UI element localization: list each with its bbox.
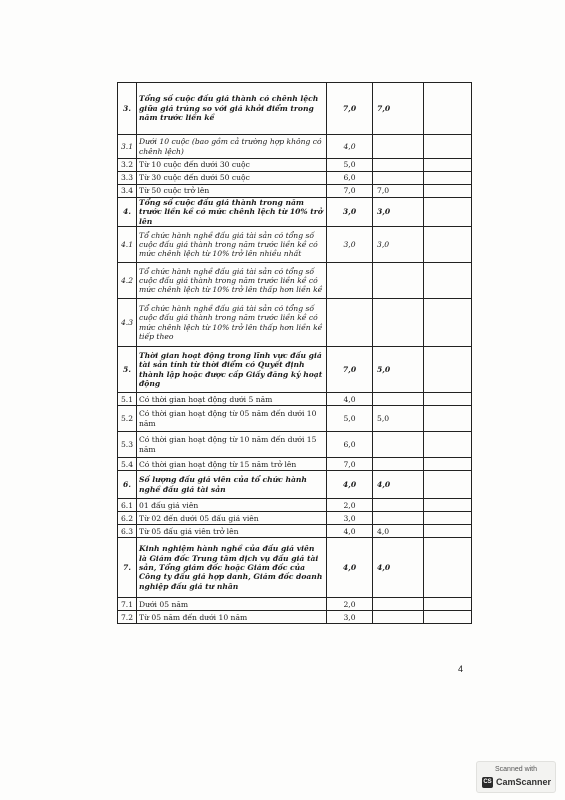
criterion-text: Tổng số cuộc đấu giá thành có chênh lệch giữa giá trúng so với giá khởi điểm trong năm trước liền kề bbox=[137, 83, 327, 135]
review-score bbox=[424, 499, 472, 512]
self-score bbox=[373, 159, 424, 172]
self-score bbox=[373, 512, 424, 525]
criterion-index: 7. bbox=[118, 538, 137, 598]
table-row bbox=[118, 525, 472, 538]
table-row bbox=[118, 512, 472, 525]
max-score bbox=[327, 263, 373, 299]
self-score bbox=[373, 458, 424, 471]
camscanner-watermark bbox=[476, 761, 556, 793]
max-score: 4,0 bbox=[327, 525, 373, 538]
table-row bbox=[118, 227, 472, 263]
criterion-text: Có thời gian hoạt động từ 10 năm đến dưới 15 năm bbox=[137, 432, 327, 458]
table-row bbox=[118, 185, 472, 198]
review-score bbox=[424, 598, 472, 611]
criterion-text: Từ 30 cuộc đến dưới 50 cuộc bbox=[137, 172, 327, 185]
table-row bbox=[118, 499, 472, 512]
max-score: 3,0 bbox=[327, 227, 373, 263]
max-score: 5,0 bbox=[327, 406, 373, 432]
review-score bbox=[424, 83, 472, 135]
criterion-index: 7.1 bbox=[118, 598, 137, 611]
table-row bbox=[118, 198, 472, 227]
criterion-index: 5. bbox=[118, 347, 137, 393]
review-score bbox=[424, 538, 472, 598]
max-score bbox=[327, 299, 373, 347]
scanned-with-label: Scanned with bbox=[494, 766, 538, 773]
criterion-text: Tổ chức hành nghề đấu giá tài sản có tổng số cuộc đấu giá thành trong năm trước liền kề có mức chênh lệch từ 10% trở lên thấp hơn liền kề bbox=[137, 263, 327, 299]
criterion-index: 4.3 bbox=[118, 299, 137, 347]
criterion-index: 5.1 bbox=[118, 393, 137, 406]
review-score bbox=[424, 432, 472, 458]
table-row bbox=[118, 172, 472, 185]
max-score: 4,0 bbox=[327, 471, 373, 499]
table-row bbox=[118, 83, 472, 135]
max-score: 4,0 bbox=[327, 135, 373, 159]
review-score bbox=[424, 198, 472, 227]
review-score bbox=[424, 512, 472, 525]
review-score bbox=[424, 471, 472, 499]
self-score: 5,0 bbox=[373, 347, 424, 393]
criterion-index: 7.2 bbox=[118, 611, 137, 624]
max-score: 4,0 bbox=[327, 393, 373, 406]
review-score bbox=[424, 347, 472, 393]
criterion-index: 3.3 bbox=[118, 172, 137, 185]
self-score: 4,0 bbox=[373, 471, 424, 499]
criterion-text: Từ 02 đến dưới 05 đấu giá viên bbox=[137, 512, 327, 525]
self-score bbox=[373, 611, 424, 624]
review-score bbox=[424, 525, 472, 538]
criterion-index: 3.2 bbox=[118, 159, 137, 172]
max-score: 3,0 bbox=[327, 198, 373, 227]
self-score: 7,0 bbox=[373, 83, 424, 135]
self-score bbox=[373, 393, 424, 406]
table-row bbox=[118, 538, 472, 598]
criterion-index: 5.2 bbox=[118, 406, 137, 432]
table-row bbox=[118, 611, 472, 624]
max-score: 5,0 bbox=[327, 159, 373, 172]
self-score bbox=[373, 598, 424, 611]
criterion-index: 6.3 bbox=[118, 525, 137, 538]
self-score bbox=[373, 299, 424, 347]
max-score: 2,0 bbox=[327, 499, 373, 512]
max-score: 7,0 bbox=[327, 458, 373, 471]
criterion-text: Có thời gian hoạt động từ 15 năm trở lên bbox=[137, 458, 327, 471]
self-score bbox=[373, 263, 424, 299]
table-row bbox=[118, 598, 472, 611]
max-score: 6,0 bbox=[327, 432, 373, 458]
review-score bbox=[424, 159, 472, 172]
max-score: 7,0 bbox=[327, 347, 373, 393]
criterion-text: 01 đấu giá viên bbox=[137, 499, 327, 512]
criterion-text: Dưới 10 cuộc (bao gồm cả trường hợp không có chênh lệch) bbox=[137, 135, 327, 159]
criterion-text: Có thời gian hoạt động dưới 5 năm bbox=[137, 393, 327, 406]
criterion-index: 3.4 bbox=[118, 185, 137, 198]
table-row bbox=[118, 347, 472, 393]
self-score bbox=[373, 135, 424, 159]
criterion-text: Kinh nghiệm hành nghề của đấu giá viên là Giám đốc Trung tâm dịch vụ đấu giá tài sản, Tổng giám đốc hoặc Giám đốc của Công ty đấu giá hợp danh, Giám đốc doanh nghiệp đấu giá tư nhân bbox=[137, 538, 327, 598]
review-score bbox=[424, 135, 472, 159]
criterion-index: 5.3 bbox=[118, 432, 137, 458]
camscanner-brand: CamScanner bbox=[496, 777, 552, 787]
table-row bbox=[118, 159, 472, 172]
criterion-text: Tổ chức hành nghề đấu giá tài sản có tổng số cuộc đấu giá thành trong năm trước liền kề có mức chênh lệch từ 10% trở lên thấp hơn liền kề tiếp theo bbox=[137, 299, 327, 347]
review-score bbox=[424, 406, 472, 432]
criterion-text: Từ 05 đấu giá viên trở lên bbox=[137, 525, 327, 538]
max-score: 4,0 bbox=[327, 538, 373, 598]
criterion-index: 5.4 bbox=[118, 458, 137, 471]
review-score bbox=[424, 172, 472, 185]
criterion-text: Tổng số cuộc đấu giá thành trong năm trước liền kề có mức chênh lệch từ 10% trở lên bbox=[137, 198, 327, 227]
criterion-index: 3. bbox=[118, 83, 137, 135]
review-score bbox=[424, 611, 472, 624]
max-score: 2,0 bbox=[327, 598, 373, 611]
review-score bbox=[424, 263, 472, 299]
criterion-text: Số lượng đấu giá viên của tổ chức hành nghề đấu giá tài sản bbox=[137, 471, 327, 499]
max-score: 7,0 bbox=[327, 83, 373, 135]
review-score bbox=[424, 227, 472, 263]
criterion-text: Từ 05 năm đến dưới 10 năm bbox=[137, 611, 327, 624]
criterion-index: 3.1 bbox=[118, 135, 137, 159]
max-score: 3,0 bbox=[327, 611, 373, 624]
max-score: 7,0 bbox=[327, 185, 373, 198]
criterion-text: Tổ chức hành nghề đấu giá tài sản có tổng số cuộc đấu giá thành trong năm trước liền kề có mức chênh lệch từ 10% trở lên nhiều nhất bbox=[137, 227, 327, 263]
criterion-text: Dưới 05 năm bbox=[137, 598, 327, 611]
camscanner-logo-icon: CS bbox=[482, 777, 493, 788]
table-row bbox=[118, 135, 472, 159]
criteria-table-body bbox=[118, 83, 472, 624]
criterion-index: 6.1 bbox=[118, 499, 137, 512]
table-row bbox=[118, 471, 472, 499]
table-row bbox=[118, 458, 472, 471]
self-score bbox=[373, 172, 424, 185]
max-score: 3,0 bbox=[327, 512, 373, 525]
table-row bbox=[118, 299, 472, 347]
review-score bbox=[424, 393, 472, 406]
criterion-index: 4.1 bbox=[118, 227, 137, 263]
review-score bbox=[424, 299, 472, 347]
self-score bbox=[373, 432, 424, 458]
criterion-index: 6.2 bbox=[118, 512, 137, 525]
page-number: 4 bbox=[458, 664, 464, 674]
self-score: 4,0 bbox=[373, 525, 424, 538]
table-row bbox=[118, 432, 472, 458]
criterion-index: 4. bbox=[118, 198, 137, 227]
table-row bbox=[118, 406, 472, 432]
table-row bbox=[118, 393, 472, 406]
self-score: 5,0 bbox=[373, 406, 424, 432]
criterion-index: 4.2 bbox=[118, 263, 137, 299]
review-score bbox=[424, 458, 472, 471]
self-score: 3,0 bbox=[373, 198, 424, 227]
criterion-text: Thời gian hoạt động trong lĩnh vực đấu giá tài sản tính từ thời điểm có Quyết định thành lập hoặc được cấp Giấy đăng ký hoạt động bbox=[137, 347, 327, 393]
table-row bbox=[118, 263, 472, 299]
self-score bbox=[373, 499, 424, 512]
criterion-text: Từ 50 cuộc trở lên bbox=[137, 185, 327, 198]
self-score: 4,0 bbox=[373, 538, 424, 598]
criterion-text: Có thời gian hoạt động từ 05 năm đến dưới 10 năm bbox=[137, 406, 327, 432]
criterion-index: 6. bbox=[118, 471, 137, 499]
self-score: 3,0 bbox=[373, 227, 424, 263]
max-score: 6,0 bbox=[327, 172, 373, 185]
self-score: 7,0 bbox=[373, 185, 424, 198]
criterion-text: Từ 10 cuộc đến dưới 30 cuộc bbox=[137, 159, 327, 172]
review-score bbox=[424, 185, 472, 198]
criteria-score-table bbox=[117, 82, 472, 624]
